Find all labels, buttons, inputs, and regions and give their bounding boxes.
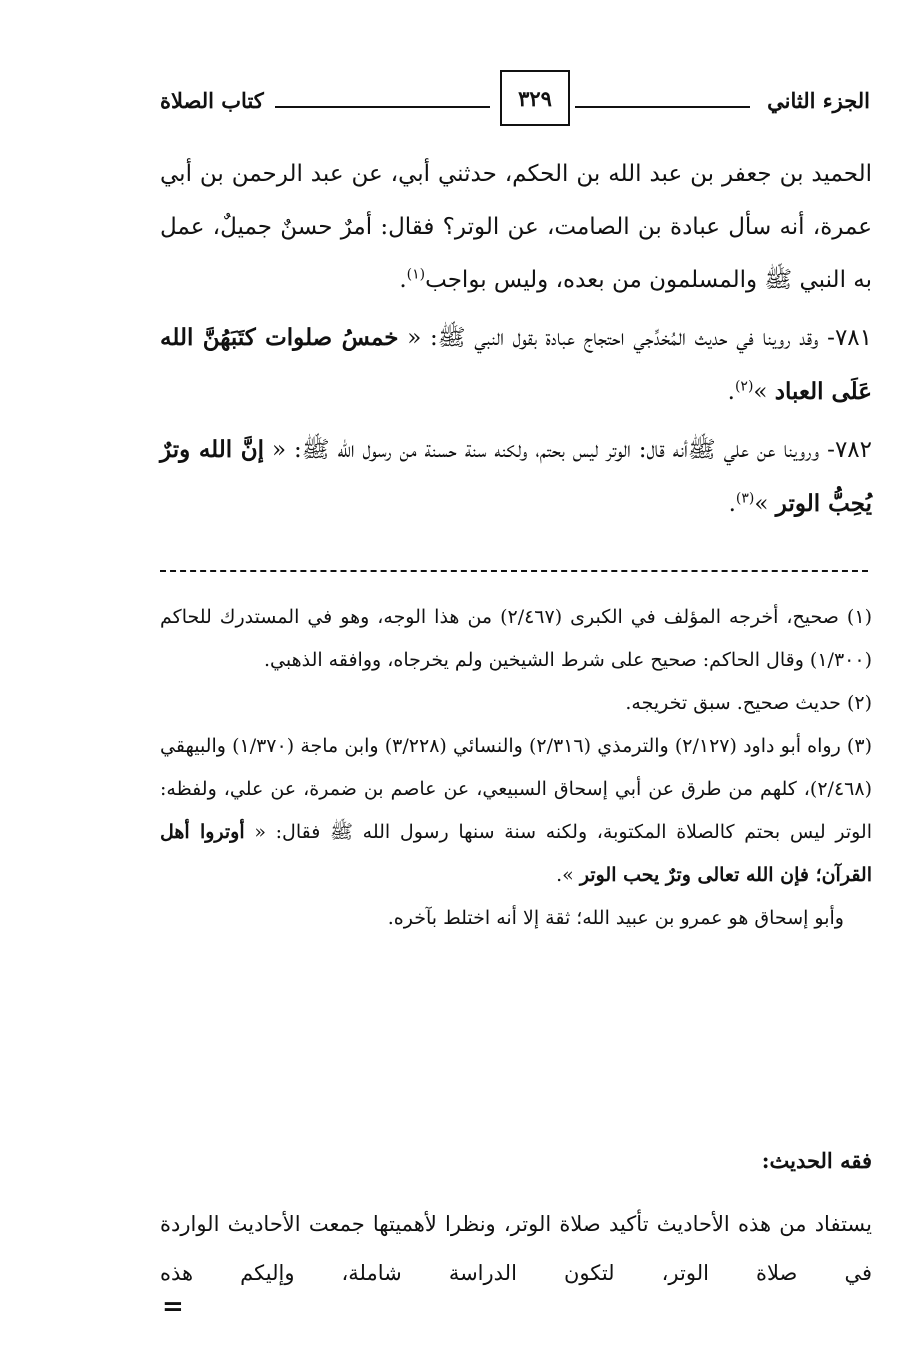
header-rule-left [275, 106, 490, 108]
hadith-782 [160, 423, 872, 531]
footnote-3 [160, 725, 872, 897]
part-title: الجزء الثاني [767, 88, 870, 113]
hadith-781 [160, 311, 872, 419]
section-heading: فقه الحديث: [761, 1148, 872, 1173]
paragraph-text: ٧٨١- وقد روينا في حديث المُخدِّجي احتجاج عبادة بقول النبي ﷺ: « [398, 325, 872, 351]
paragraph-continuation [160, 148, 872, 307]
period: . [399, 267, 407, 293]
period: . [728, 491, 736, 517]
footnote-2: (٢) حديث صحيح. سبق تخريجه. [625, 692, 872, 714]
chapter-title: كتاب الصلاة [160, 88, 264, 113]
quote-close: » [754, 491, 776, 517]
section-text [160, 1200, 872, 1298]
quote-close: ». [556, 864, 580, 886]
paragraph-text: الحميد بن جعفر بن عبد الله بن الحكم، حدثني أبي، عن عبد الرحمن بن أبي عمرة، أنه سأل عبادة بن الصامت، عن الوتر؟ فقال: أمرٌ حسنٌ جميلٌ، عمل به النبي ﷺ والمسلمون من بعده، وليس بواجب [160, 161, 872, 293]
paragraph-text: ٧٨٢- وروينا عن علي ﷺأنه قال: الوتر ليس بحتم، ولكنه سنة حسنة من رسول الله ﷺ: « [264, 437, 872, 463]
main-text [160, 148, 872, 531]
section-paragraph: يستفاد من هذه الأحاديث تأكيد صلاة الوتر، ونظرا لأهميتها جمعت الأحاديث الواردة في صلاة الوتر، لتكون الدراسة شاملة، وإليكم هذه [160, 1212, 872, 1285]
footnote-ref-1: (١) [406, 266, 426, 283]
running-header [160, 58, 870, 128]
footnote-separator [160, 570, 868, 572]
hadith-quote: خمسُ صلوات كتَبَهُنَّ الله عَلَى العباد [160, 324, 872, 405]
page-number: ٣٢٩ [500, 70, 570, 126]
footnote-3-note: وأبو إسحاق هو عمرو بن عبيد الله؛ ثقة إلا أنه اختلط بآخره. [387, 907, 844, 929]
continuation-mark: = [162, 1292, 184, 1322]
footnote-ref-3: (٣) [735, 490, 755, 507]
hadith-quote: إنَّ الله وترٌ يُحِبُّ الوتر [160, 436, 872, 517]
footnote-text: (٣) رواه أبو داود (٢/١٢٧) والترمذي (٢/٣١٦) والنسائي (٣/٢٢٨) وابن ماجة (١/٣٧٠) والبيهقي (٢/٤٦٨)، كلهم من طرق عن أبي إسحاق السبيعي، عن عاصم بن ضمرة، عن علي، ولفظه: الوتر ليس بحتم كالصلاة المكتوبة، ولكنه سنة سنها رسول الله ﷺ فقال: « [160, 735, 872, 843]
footnote-ref-2: (٢) [734, 378, 754, 395]
period: . [727, 379, 735, 405]
quote-close: » [753, 379, 775, 405]
footnote-1: (١) صحيح، أخرجه المؤلف في الكبرى (٢/٤٦٧) من هذا الوجه، وهو في المستدرك للحاكم (١/٣٠٠) وقال الحاكم: صحيح على شرط الشيخين ولم يخرجاه، ووافقه الذهبي. [160, 606, 872, 671]
footnotes [160, 596, 872, 940]
footnote-quote: أوتروا أهل القرآن؛ فإن الله تعالى وترٌ يحب الوتر [160, 821, 872, 886]
header-rule-right [575, 106, 750, 108]
